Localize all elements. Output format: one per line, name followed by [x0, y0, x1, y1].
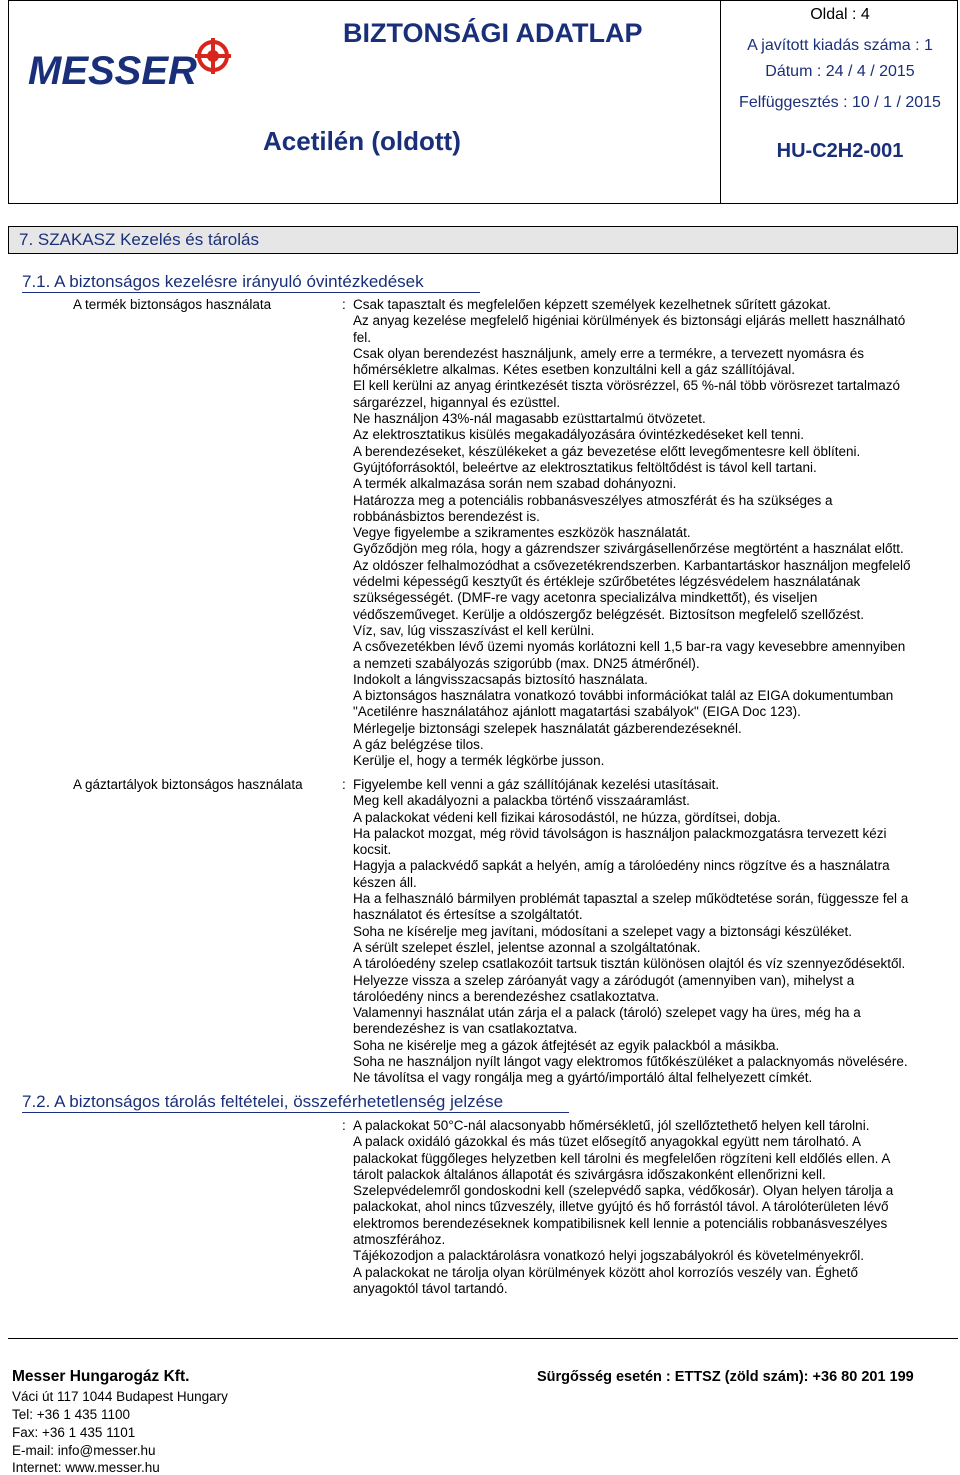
document-title: BIZTONSÁGI ADATLAP — [343, 18, 643, 48]
text-line: Hagyja a palackvédő sapkát a helyén, amíg a tárolóedény nincs rögzítve és a használatra — [353, 858, 890, 874]
company-email: E-mail: info@messer.hu — [12, 1443, 156, 1458]
messer-emblem-icon — [195, 38, 231, 74]
text-line: Víz, sav, lúg visszaszívást el kell kerülni. — [353, 622, 595, 638]
text-line: Soha ne kísérelje meg javítani, módosítani a szelepet vagy a biztonsági készüléket. — [353, 923, 853, 939]
text-line: berendezéshez is van csatlakoztatva. — [353, 1021, 578, 1037]
text-line: El kell kerülni az anyag érintkezését tiszta vörösrézzel, 65 %-nál több vörösrezet tartalmazó — [353, 378, 901, 394]
messer-logo — [28, 36, 238, 92]
text-line: Soha ne használjon nyílt lángot vagy elektromos fűtőkészüléket a palacknyomás növelésére. — [353, 1054, 908, 1070]
text-line: kocsit. — [353, 842, 392, 858]
page-number: Oldal : 4 — [810, 6, 870, 23]
text-line: A sérült szelepet észlel, jelentse azonnal a szolgáltatónak. — [353, 939, 701, 955]
text-line: palackokat, ahol nincs tűzveszély, illetve gyújtó és hő forrástól távol. A tárolóterületen lévő — [353, 1199, 889, 1215]
text-line: Szelepvédelemről gondoskodni kell (szelepvédő sapka, védőkosár). Olyan helyen tárolja a — [353, 1183, 894, 1199]
text-line: A berendezéseket, készülékeket a gáz bevezetése előtt levegőmentesre kell öblíteni. — [353, 443, 861, 459]
text-line: Csak tapasztalt és megfelelően képzett személyek kezelhetnek sűrített gázokat. — [353, 297, 831, 312]
text-line: atmoszférához. — [353, 1232, 446, 1248]
text-line: Valamennyi használat után zárja el a palack (tároló) szelepet vagy ha üres, még ha a — [353, 1005, 861, 1021]
colon-cylinder-use: : — [342, 777, 346, 792]
text-line: tárolóedény nincs a berendezéshez csatlakoztatva. — [353, 988, 660, 1004]
text-line: A palackokat 50°C-nál alacsonyabb hőmérsékletű, jól szellőztethető helyen kell tárolni. — [353, 1118, 870, 1133]
subsection-7-2-underline — [22, 1112, 569, 1113]
colon-storage: : — [342, 1118, 346, 1133]
document-code: HU-C2H2-001 — [776, 140, 904, 162]
text-line: sárgarézzel, higannyal és ezüsttel. — [353, 394, 561, 410]
text-line: Ha a felhasználó bármilyen problémát tapasztal a szelep működtetése során, függessze fel a — [353, 891, 909, 907]
revision-number: A javított kiadás száma : 1 — [747, 37, 933, 54]
text-line: Ne távolítsa el vagy rongálja meg a gyártó/importáló által felhelyezett címkét. — [353, 1070, 813, 1086]
company-phone: Tel: +36 1 435 1100 — [12, 1407, 130, 1422]
product-name: Acetilén (oldott) — [263, 126, 461, 156]
text-line: Határozza meg a potenciális robbanásveszélyes atmoszférát és ha szükséges a — [353, 492, 833, 508]
company-fax: Fax: +36 1 435 1101 — [12, 1425, 136, 1440]
text-line: Az elektrosztatikus kisülés megakadályozására óvintézkedéseket kell tenni. — [353, 427, 804, 443]
cylinder-use-text — [353, 777, 945, 1087]
text-line: A gáz belégzése tilos. — [353, 737, 484, 753]
text-line: anyagoktól távol tartandó. — [353, 1280, 508, 1296]
footer-divider — [8, 1338, 958, 1339]
text-line: Ha palackot mozgat, még rövid távolságon is használjon palackmozgatásra tervezett kézi — [353, 825, 887, 841]
text-line: elektromos berendezéseknek kompatibilisnek kell lennie a potenciális robbanásveszélyes — [353, 1215, 888, 1231]
header-divider — [720, 0, 721, 204]
text-line: Az anyag kezelése megfelelő higéniai körülmények és biztonsági eljárás mellett használható — [353, 313, 906, 329]
text-line: A palack oxidáló gázokkal és más tüzet elősegítő anyagokkal együtt nem tárolható. A — [353, 1134, 862, 1150]
label-cylinder-use: A gáztartályok biztonságos használata — [73, 777, 303, 792]
text-line: robbánásbiztos berendezést is. — [353, 508, 540, 524]
text-line: Kerülje el, hogy a termék légkörbe jusson. — [353, 753, 605, 769]
text-line: A biztonságos használatra vonatkozó további információkat talál az EIGA dokumentumban — [353, 688, 894, 704]
issue-date: Dátum : 24 / 4 / 2015 — [765, 63, 915, 80]
text-line: Figyelembe kell venni a gáz szállítójának kezelési utasításait. — [353, 777, 720, 792]
text-line: a nemzeti szabályozás szigorúbb (max. DN25 átmérőnél). — [353, 655, 700, 671]
text-line: Tájékozodjon a palacktárolásra vonatkozó helyi jogszabályokról és követelményekről. — [353, 1248, 865, 1264]
text-line: tárolt palackok általános állapotát és szivárgásra időszakonként ellenőrizni kell. — [353, 1166, 826, 1182]
text-line: A palackokat védeni kell fizikai károsodástól, ne húzza, gördítsei, dobja. — [353, 809, 781, 825]
text-line: védelmi képességű kesztyűt és értékleje szűrőbetétes légzésvédelem használatának — [353, 574, 861, 590]
text-line: A palackokat ne tárolja olyan körülmények között ahol korrozíós veszély van. Éghető — [353, 1264, 859, 1280]
text-line: A csővezetékben lévő üzemi nyomás korlátozni kell 1,5 bar-ra vagy kevesebbre amennyiben — [353, 639, 906, 655]
safe-use-text — [353, 297, 945, 770]
text-line: fel. — [353, 329, 372, 345]
text-line: A termék alkalmazása során nem szabad dohányozni. — [353, 476, 677, 492]
subsection-7-2-title: 7.2. A biztonságos tárolás feltételei, összeférhetetlenség jelzése — [22, 1092, 504, 1111]
colon-safe-use: : — [342, 297, 346, 312]
text-line: készen áll. — [353, 874, 417, 890]
storage-text — [353, 1118, 945, 1297]
supersedes-date: Felfüggesztés : 10 / 1 / 2015 — [739, 94, 941, 111]
text-line: Meg kell akadályozni a palackba történő visszaáramlást. — [353, 793, 690, 809]
label-safe-use: A termék biztonságos használata — [73, 297, 272, 312]
text-line: Indokolt a lángvisszacsapás biztosító használata. — [353, 671, 648, 687]
subsection-7-1-underline — [22, 292, 480, 293]
text-line: Mérlegelje biztonsági szelepek használatát gázberendezéseknél. — [353, 720, 742, 736]
company-website: Internet: www.messer.hu — [12, 1460, 160, 1475]
text-line: Gyújtóforrásoktól, beleértve az elektrosztatikus feltöltődést is távol kell tartani. — [353, 459, 817, 475]
text-line: Győződjön meg róla, hogy a gázrendszer szivárgásellenőrzése megtörtént a használat előtt. — [353, 541, 904, 557]
subsection-7-1-title: 7.1. A biztonságos kezelésre irányuló óvintézkedések — [22, 272, 424, 291]
text-line: palackokat függőleges helyzetben kell tárolni és megfelelően rögzíteni kell eldőlés ellen. A — [353, 1150, 891, 1166]
text-line: "Acetilénre használatához ajánlott magatartási szabályok" (EIGA Doc 123). — [353, 704, 801, 720]
text-line: Vegye figyelembe a szikramentes eszközök használatát. — [353, 525, 691, 541]
text-line: hőmérsékletre alkalmas. Kétes esetben konzultálni kell a gáz szállítójával. — [353, 362, 795, 378]
text-line: Ne használjon 43%-nál magasabb ezüsttartalmú ötvözetet. — [353, 411, 706, 427]
section-title: 7. SZAKASZ Kezelés és tárolás — [19, 230, 259, 249]
company-address: Váci út 117 1044 Budapest Hungary — [12, 1389, 228, 1404]
company-name: Messer Hungarogáz Kft. — [12, 1368, 190, 1385]
text-line: A tárolóedény szelep csatlakozóit tartsuk tisztán különösen olajtól és víz szennyeződésektől. — [353, 956, 906, 972]
text-line: használatot és értesítse a szolgáltatót. — [353, 907, 583, 923]
logo-wordmark: MESSER — [28, 49, 197, 92]
emergency-contact: Sürgősség esetén : ETTSZ (zöld szám): +36 80 201 199 — [537, 1369, 914, 1385]
text-line: Az oldószer felhalmozódhat a csővezetékrendszerben. Karbantartáskor használjon megfelelő — [353, 557, 911, 573]
text-line: szükségességét. (DMF-re vagy acetonra specializálva mindkettőt), és viseljen — [353, 590, 818, 606]
text-line: Soha ne kisérelje meg a gázok átfejtését az egyik palackból a másikba. — [353, 1037, 780, 1053]
text-line: védőszeműveget. Kerülje a oldószergőz belégzését. Biztosítson megfelelő szellőzést. — [353, 606, 865, 622]
text-line: Csak olyan berendezést használjunk, amely erre a termékre, a tervezett nyomásra és — [353, 345, 864, 361]
text-line: Helyezze vissza a szelep záróanyát vagy a záródugót (amennyiben van), mihelyst a — [353, 972, 855, 988]
